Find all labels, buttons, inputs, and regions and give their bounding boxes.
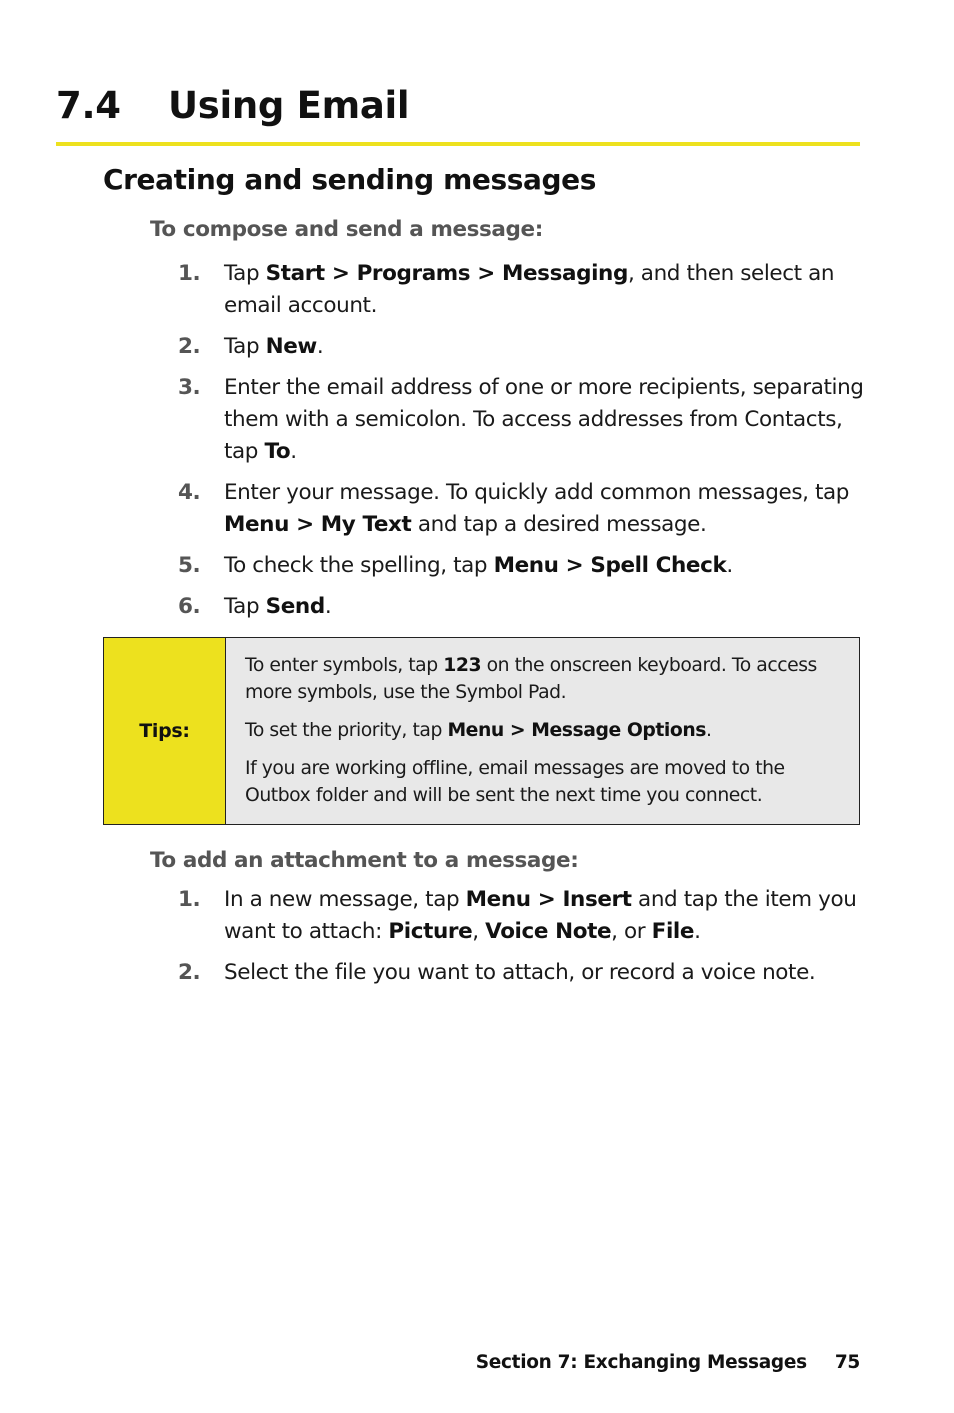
tip-item — [245, 755, 843, 809]
step-command: Picture — [388, 919, 473, 944]
section-title-text: Using Email — [168, 84, 410, 127]
step-text: In a new message, tap — [224, 887, 466, 912]
step-text: and tap a desired message. — [411, 512, 707, 537]
tips-body — [226, 638, 859, 824]
step-text: Tap — [224, 594, 266, 619]
step-text: . — [694, 919, 701, 944]
tip-text: To set the priority, tap — [245, 720, 448, 741]
tip-text: on the onscreen keyboard. To access more symbols, use the Symbol Pad. — [245, 655, 817, 703]
compose-heading: To compose and send a message: — [150, 217, 543, 242]
compose-step — [178, 258, 868, 322]
compose-step — [178, 331, 868, 363]
tip-command: Menu > Message Options — [447, 720, 706, 741]
step-number: 1. — [178, 261, 201, 286]
step-command: Menu > My Text — [224, 512, 412, 537]
step-number: 6. — [178, 594, 201, 619]
tip-item — [245, 652, 843, 706]
compose-step — [178, 372, 868, 468]
section-number: 7.4 — [56, 84, 121, 127]
attach-step — [178, 884, 868, 948]
attach-heading: To add an attachment to a message: — [150, 848, 579, 873]
step-text: Tap — [224, 334, 266, 359]
step-text: . — [324, 594, 332, 619]
step-command: Menu > Insert — [465, 887, 632, 912]
step-text: , or — [611, 919, 652, 944]
step-text: . — [290, 439, 297, 464]
compose-step — [178, 477, 868, 541]
tip-item — [245, 717, 843, 744]
tip-text: To enter symbols, tap — [245, 655, 444, 676]
step-number: 3. — [178, 375, 201, 400]
step-number: 1. — [178, 887, 201, 912]
tip-command: 123 — [443, 655, 482, 676]
step-text: . — [316, 334, 324, 359]
step-text: To check the spelling, tap — [224, 553, 494, 578]
step-number: 2. — [178, 334, 201, 359]
title-rule — [56, 142, 860, 146]
step-number: 4. — [178, 480, 201, 505]
step-text: , and then select an email account. — [224, 261, 835, 318]
tips-label: Tips: — [104, 638, 226, 824]
page-number: 75 — [834, 1352, 860, 1373]
compose-step — [178, 550, 868, 582]
step-number: 2. — [178, 960, 201, 985]
step-text: and tap the item you want to attach: — [224, 887, 857, 944]
step-command: Voice Note — [485, 919, 612, 944]
compose-step — [178, 591, 868, 623]
footer-section-label: Section 7: Exchanging Messages — [475, 1352, 807, 1373]
page-footer — [476, 1352, 860, 1373]
step-text: Tap — [224, 261, 266, 286]
step-command: Menu > Spell Check — [493, 553, 727, 578]
tip-text: . — [705, 720, 712, 741]
step-command: Start > Programs > Messaging — [265, 261, 628, 286]
step-text: . — [726, 553, 733, 578]
compose-steps — [178, 258, 868, 632]
tips-box — [103, 637, 860, 825]
step-text: , — [472, 919, 486, 944]
attach-steps — [178, 884, 868, 998]
step-command: Send — [265, 594, 325, 619]
subsection-title: Creating and sending messages — [103, 163, 597, 196]
attach-step — [178, 957, 868, 989]
step-text: Enter your message. To quickly add common messages, tap — [224, 480, 850, 505]
tip-text: If you are working offline, email messages are moved to the Outbox folder and will be sent the next time you connect. — [245, 758, 785, 806]
section-title — [56, 84, 409, 127]
step-number: 5. — [178, 553, 201, 578]
step-command: File — [651, 919, 695, 944]
step-text: Enter the email address of one or more recipients, separating them with a semicolon. To access addresses from Contacts, tap — [224, 375, 864, 464]
step-command: New — [265, 334, 317, 359]
step-text: Select the file you want to attach, or record a voice note. — [224, 960, 816, 985]
step-command: To — [264, 439, 291, 464]
